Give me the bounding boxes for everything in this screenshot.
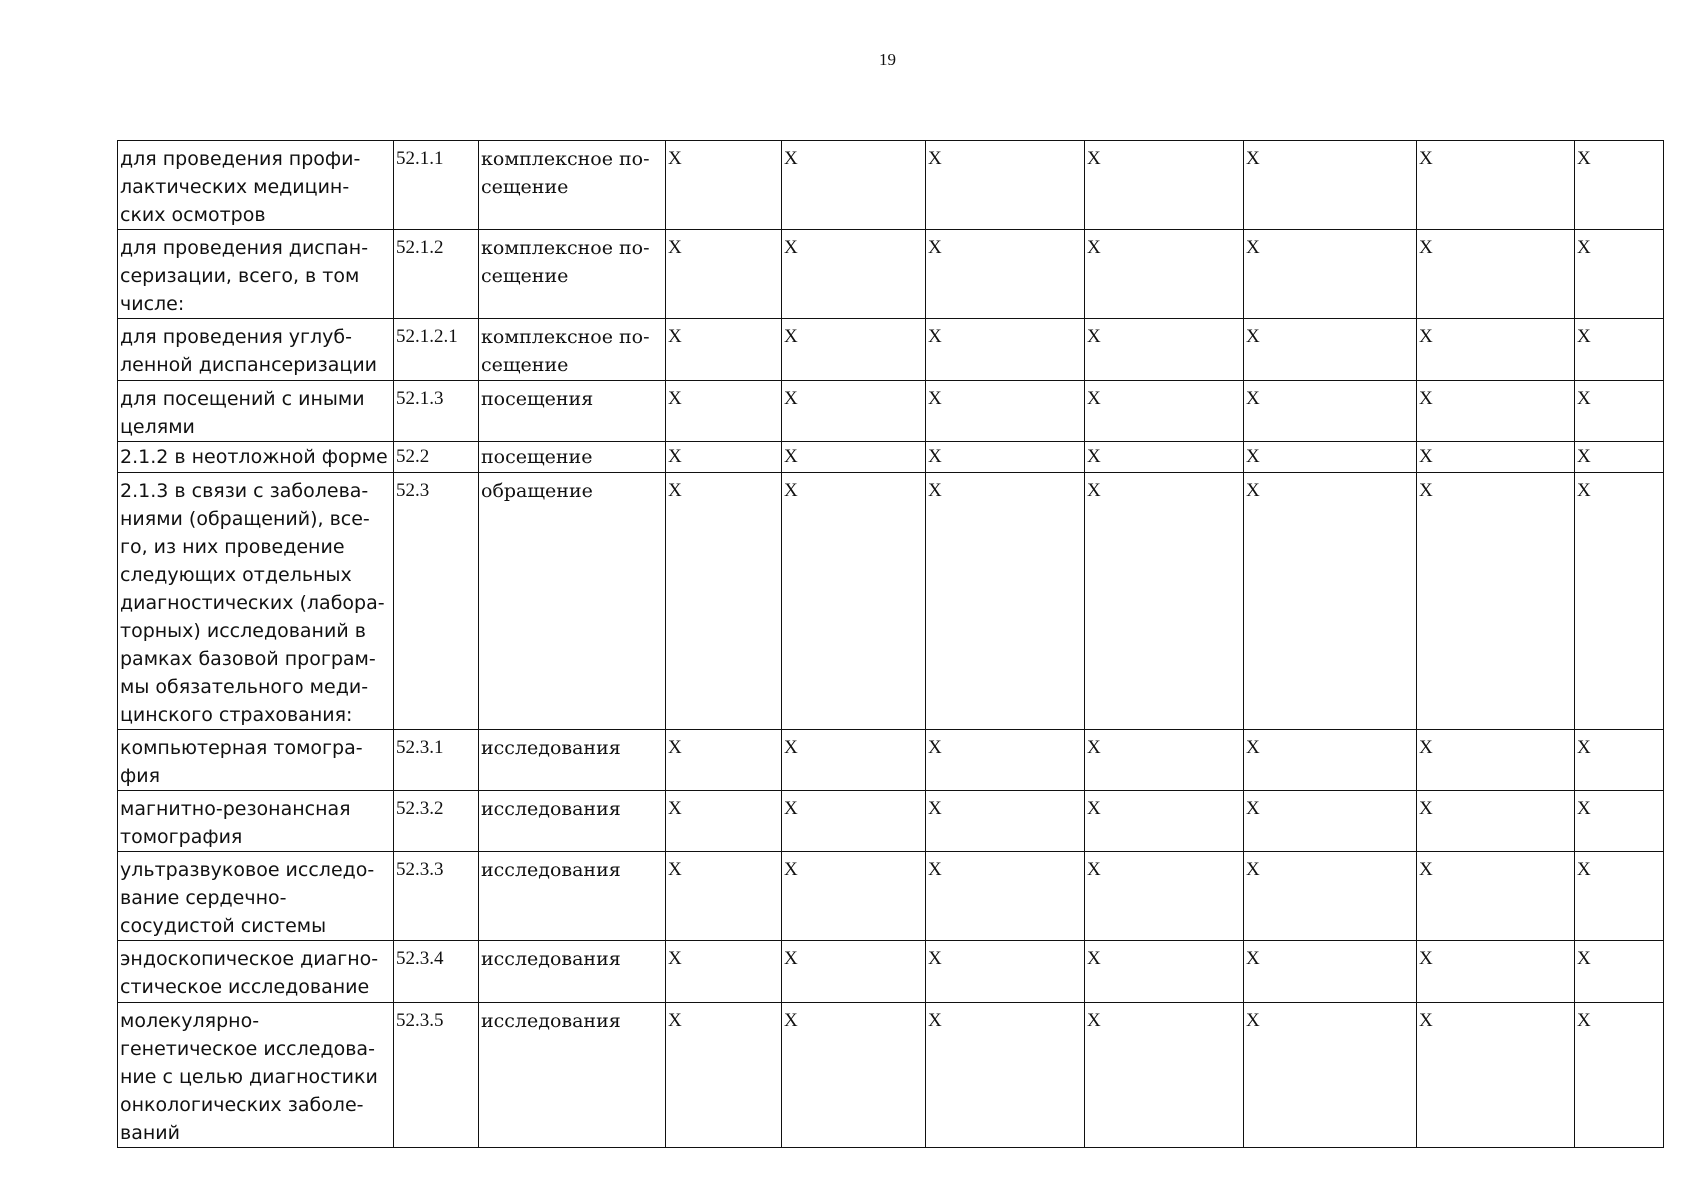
mark-cell: X [1575, 730, 1664, 791]
mark-cell: X [926, 1003, 1085, 1148]
table-row [118, 141, 1664, 230]
mark-cell: X [1244, 319, 1417, 381]
mark-cell: X [782, 791, 926, 852]
row-name: для проведения профи- лактических медицин- ских осмотров [118, 141, 394, 230]
row-unit: комплексное по- сещение [479, 141, 666, 230]
table-body [118, 141, 1664, 1148]
mark-cell: X [666, 442, 782, 473]
mark-cell: X [1575, 791, 1664, 852]
row-code: 52.1.3 [394, 381, 479, 442]
row-name: магнитно-резонансная томография [118, 791, 394, 852]
mark-cell: X [782, 852, 926, 941]
mark-cell: X [666, 319, 782, 381]
mark-cell: X [666, 230, 782, 319]
mark-cell: X [1244, 730, 1417, 791]
mark-cell: X [782, 473, 926, 730]
mark-cell: X [666, 941, 782, 1003]
mark-cell: X [1417, 381, 1575, 442]
mark-cell: X [1085, 852, 1244, 941]
mark-cell: X [1575, 230, 1664, 319]
row-name: для проведения углуб- ленной диспансеризации [118, 319, 394, 381]
table-row [118, 442, 1664, 473]
mark-cell: X [1085, 442, 1244, 473]
row-name: 2.1.3 в связи с заболева- ниями (обращений), все- го, из них проведение следующих отдельных диагностических (лабора- торных) исследований в рамках базовой програм- мы обязательного меди- цинского страхования: [118, 473, 394, 730]
table-row [118, 1003, 1664, 1148]
mark-cell: X [1085, 730, 1244, 791]
row-code: 52.3 [394, 473, 479, 730]
row-code: 52.3.1 [394, 730, 479, 791]
mark-cell: X [1417, 230, 1575, 319]
mark-cell: X [666, 473, 782, 730]
mark-cell: X [666, 381, 782, 442]
row-name: для проведения диспан- серизации, всего, в том числе: [118, 230, 394, 319]
mark-cell: X [666, 1003, 782, 1148]
page-number: 19 [879, 50, 896, 69]
data-table [117, 140, 1664, 1148]
row-name: ультразвуковое исследо- вание сердечно- сосудистой системы [118, 852, 394, 941]
mark-cell: X [926, 473, 1085, 730]
mark-cell: X [1575, 319, 1664, 381]
mark-cell: X [926, 941, 1085, 1003]
row-code: 52.3.5 [394, 1003, 479, 1148]
row-unit: исследования [479, 730, 666, 791]
row-unit: комплексное по- сещение [479, 319, 666, 381]
row-unit: обращение [479, 473, 666, 730]
mark-cell: X [926, 319, 1085, 381]
mark-cell: X [926, 791, 1085, 852]
row-code: 52.3.4 [394, 941, 479, 1003]
table-row [118, 319, 1664, 381]
mark-cell: X [1417, 473, 1575, 730]
row-name: 2.1.2 в неотложной форме [118, 442, 394, 473]
mark-cell: X [1575, 141, 1664, 230]
mark-cell: X [1085, 1003, 1244, 1148]
mark-cell: X [1085, 941, 1244, 1003]
mark-cell: X [1417, 730, 1575, 791]
mark-cell: X [1244, 141, 1417, 230]
mark-cell: X [1417, 319, 1575, 381]
row-unit: посещение [479, 442, 666, 473]
mark-cell: X [666, 791, 782, 852]
mark-cell: X [1085, 230, 1244, 319]
mark-cell: X [1085, 791, 1244, 852]
mark-cell: X [782, 230, 926, 319]
table-row [118, 730, 1664, 791]
mark-cell: X [1575, 442, 1664, 473]
mark-cell: X [1085, 473, 1244, 730]
mark-cell: X [1244, 442, 1417, 473]
mark-cell: X [1244, 473, 1417, 730]
row-unit: исследования [479, 941, 666, 1003]
row-unit: комплексное по- сещение [479, 230, 666, 319]
mark-cell: X [1417, 791, 1575, 852]
row-name: компьютерная томогра- фия [118, 730, 394, 791]
mark-cell: X [926, 381, 1085, 442]
mark-cell: X [1575, 852, 1664, 941]
mark-cell: X [926, 730, 1085, 791]
mark-cell: X [666, 852, 782, 941]
mark-cell: X [1575, 381, 1664, 442]
table-row [118, 941, 1664, 1003]
mark-cell: X [1085, 319, 1244, 381]
row-code: 52.1.2 [394, 230, 479, 319]
mark-cell: X [1085, 141, 1244, 230]
row-name: для посещений с иными целями [118, 381, 394, 442]
table-row [118, 473, 1664, 730]
mark-cell: X [926, 230, 1085, 319]
mark-cell: X [1575, 941, 1664, 1003]
mark-cell: X [1244, 381, 1417, 442]
mark-cell: X [782, 730, 926, 791]
mark-cell: X [666, 730, 782, 791]
row-code: 52.3.3 [394, 852, 479, 941]
mark-cell: X [1417, 141, 1575, 230]
mark-cell: X [666, 141, 782, 230]
mark-cell: X [1417, 442, 1575, 473]
table-row [118, 791, 1664, 852]
mark-cell: X [782, 442, 926, 473]
mark-cell: X [1244, 852, 1417, 941]
row-code: 52.1.2.1 [394, 319, 479, 381]
mark-cell: X [926, 442, 1085, 473]
mark-cell: X [782, 381, 926, 442]
mark-cell: X [1244, 1003, 1417, 1148]
row-code: 52.3.2 [394, 791, 479, 852]
mark-cell: X [926, 852, 1085, 941]
row-code: 52.1.1 [394, 141, 479, 230]
mark-cell: X [1244, 941, 1417, 1003]
row-unit: посещения [479, 381, 666, 442]
mark-cell: X [1417, 1003, 1575, 1148]
mark-cell: X [1575, 1003, 1664, 1148]
mark-cell: X [1244, 230, 1417, 319]
row-name: молекулярно- генетическое исследова- ние с целью диагностики онкологических заболе- ваний [118, 1003, 394, 1148]
mark-cell: X [782, 141, 926, 230]
mark-cell: X [782, 319, 926, 381]
table-row [118, 381, 1664, 442]
mark-cell: X [1417, 941, 1575, 1003]
mark-cell: X [782, 941, 926, 1003]
row-unit: исследования [479, 791, 666, 852]
mark-cell: X [1085, 381, 1244, 442]
table-row [118, 230, 1664, 319]
row-unit: исследования [479, 852, 666, 941]
row-name: эндоскопическое диагно- стическое исследование [118, 941, 394, 1003]
table-row [118, 852, 1664, 941]
mark-cell: X [1417, 852, 1575, 941]
mark-cell: X [1575, 473, 1664, 730]
mark-cell: X [782, 1003, 926, 1148]
mark-cell: X [926, 141, 1085, 230]
mark-cell: X [1244, 791, 1417, 852]
row-code: 52.2 [394, 442, 479, 473]
row-unit: исследования [479, 1003, 666, 1148]
